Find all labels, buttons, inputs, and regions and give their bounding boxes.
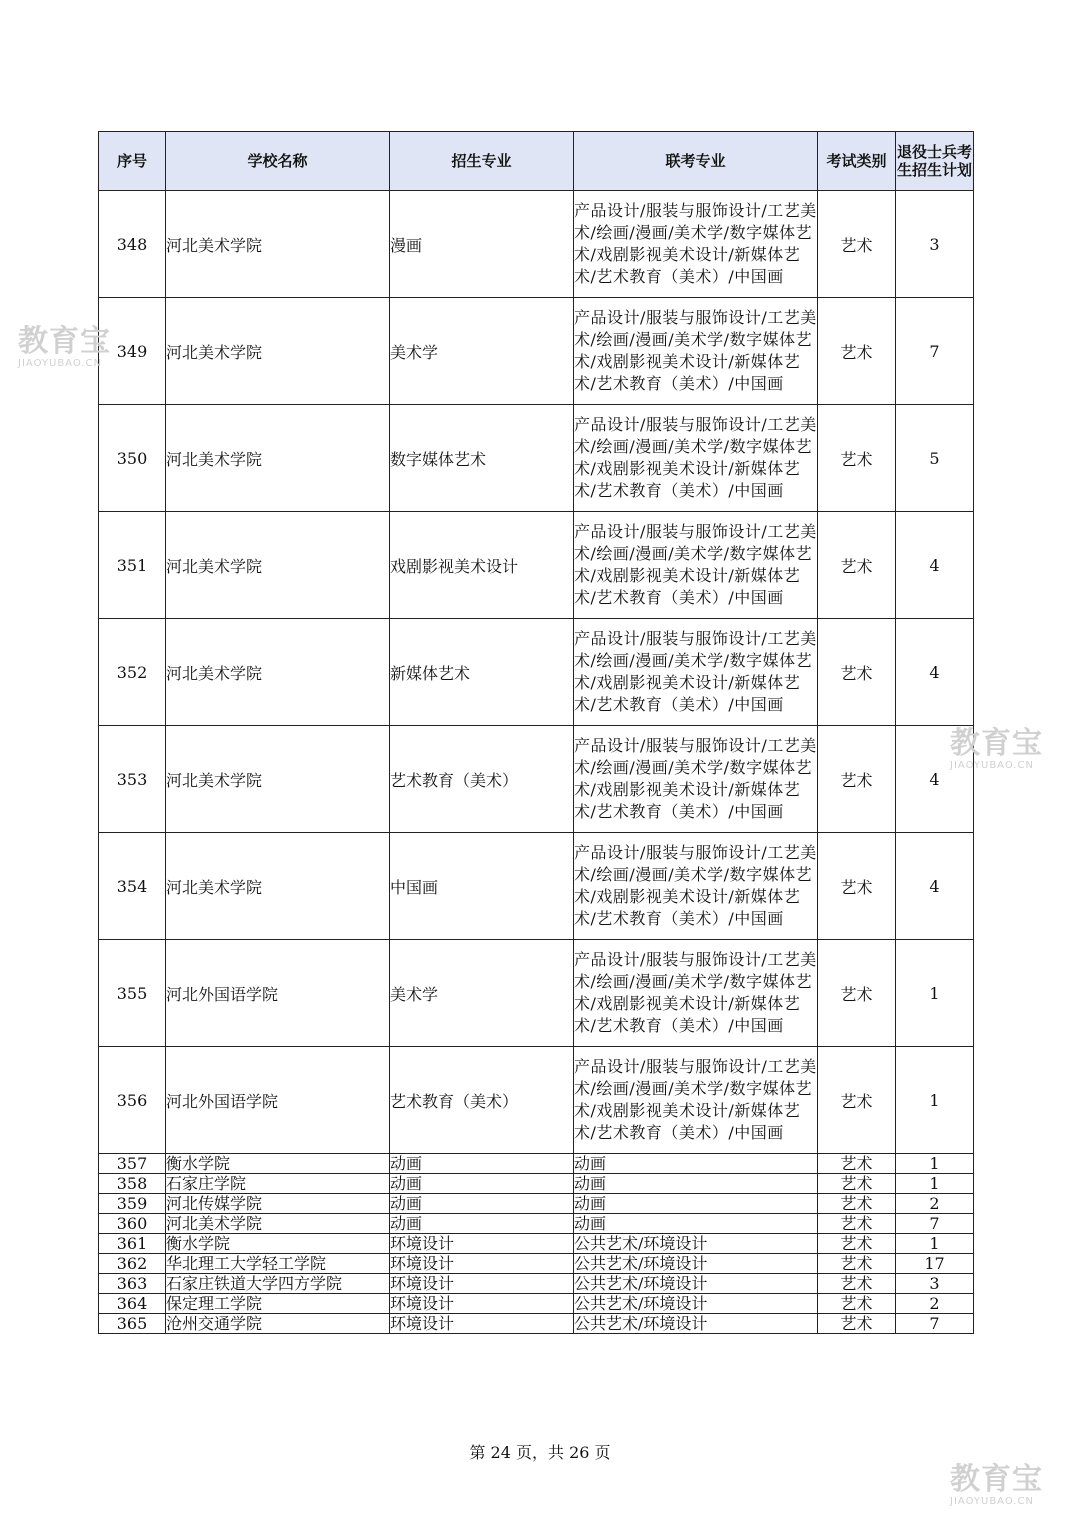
cell-joint-major: 产品设计/服装与服饰设计/工艺美术/绘画/漫画/美术学/数字媒体艺术/戏剧影视美术设计/新媒体艺术/艺术教育（美术）/中国画 [574, 1047, 818, 1154]
cell-plan: 1 [896, 940, 974, 1047]
cell-joint-major: 产品设计/服装与服饰设计/工艺美术/绘画/漫画/美术学/数字媒体艺术/戏剧影视美术设计/新媒体艺术/艺术教育（美术）/中国画 [574, 726, 818, 833]
cell-major: 美术学 [390, 940, 574, 1047]
cell-plan: 4 [896, 512, 974, 619]
header-seq: 序号 [99, 132, 166, 191]
watermark-main: 教育宝 [950, 1462, 1043, 1497]
table-row [99, 1314, 974, 1334]
cell-school: 河北美术学院 [166, 619, 390, 726]
watermark-logo [950, 728, 1043, 771]
cell-category: 艺术 [818, 1294, 896, 1314]
cell-major: 环境设计 [390, 1254, 574, 1274]
cell-major: 动画 [390, 1154, 574, 1174]
watermark-sub: JIAOYUBAO.CN [950, 1496, 1034, 1507]
cell-joint-major: 产品设计/服装与服饰设计/工艺美术/绘画/漫画/美术学/数字媒体艺术/戏剧影视美术设计/新媒体艺术/艺术教育（美术）/中国画 [574, 940, 818, 1047]
cell-joint-major: 公共艺术/环境设计 [574, 1294, 818, 1314]
cell-plan: 7 [896, 1214, 974, 1234]
table-row [99, 1214, 974, 1234]
table-row [99, 1254, 974, 1274]
cell-joint-major: 产品设计/服装与服饰设计/工艺美术/绘画/漫画/美术学/数字媒体艺术/戏剧影视美术设计/新媒体艺术/艺术教育（美术）/中国画 [574, 512, 818, 619]
cell-category: 艺术 [818, 1214, 896, 1234]
cell-major: 动画 [390, 1174, 574, 1194]
cell-joint-major: 动画 [574, 1194, 818, 1214]
cell-joint-major: 公共艺术/环境设计 [574, 1254, 818, 1274]
cell-seq: 357 [99, 1154, 166, 1174]
table-row [99, 940, 974, 1047]
cell-plan: 4 [896, 619, 974, 726]
cell-seq: 348 [99, 191, 166, 298]
cell-category: 艺术 [818, 298, 896, 405]
table-row [99, 191, 974, 298]
cell-major: 艺术教育（美术） [390, 1047, 574, 1154]
cell-major: 艺术教育（美术） [390, 726, 574, 833]
cell-plan: 7 [896, 298, 974, 405]
watermark-main: 教育宝 [18, 324, 111, 359]
table-row [99, 833, 974, 940]
cell-plan: 2 [896, 1194, 974, 1214]
cell-category: 艺术 [818, 619, 896, 726]
cell-major: 环境设计 [390, 1294, 574, 1314]
cell-plan: 1 [896, 1154, 974, 1174]
cell-seq: 353 [99, 726, 166, 833]
cell-major: 环境设计 [390, 1234, 574, 1254]
header-major: 招生专业 [390, 132, 574, 191]
table-row [99, 405, 974, 512]
cell-category: 艺术 [818, 1234, 896, 1254]
cell-school: 沧州交通学院 [166, 1314, 390, 1334]
cell-plan: 7 [896, 1314, 974, 1334]
table-body [99, 191, 974, 1334]
table-row [99, 1274, 974, 1294]
cell-category: 艺术 [818, 833, 896, 940]
cell-school: 河北美术学院 [166, 405, 390, 512]
cell-school: 河北美术学院 [166, 191, 390, 298]
cell-plan: 1 [896, 1047, 974, 1154]
table-header-row [99, 132, 974, 191]
cell-joint-major: 动画 [574, 1174, 818, 1194]
cell-joint-major: 动画 [574, 1154, 818, 1174]
cell-seq: 350 [99, 405, 166, 512]
cell-plan: 1 [896, 1234, 974, 1254]
cell-category: 艺术 [818, 1047, 896, 1154]
cell-school: 河北美术学院 [166, 298, 390, 405]
page-footer: 第 24 页，共 26 页 [469, 1443, 611, 1462]
cell-school: 河北美术学院 [166, 1214, 390, 1234]
watermark-sub: JIAOYUBAO.CN [950, 760, 1034, 771]
table-row [99, 726, 974, 833]
cell-joint-major: 产品设计/服装与服饰设计/工艺美术/绘画/漫画/美术学/数字媒体艺术/戏剧影视美术设计/新媒体艺术/艺术教育（美术）/中国画 [574, 298, 818, 405]
cell-seq: 356 [99, 1047, 166, 1154]
cell-seq: 354 [99, 833, 166, 940]
cell-joint-major: 公共艺术/环境设计 [574, 1314, 818, 1334]
cell-seq: 361 [99, 1234, 166, 1254]
cell-joint-major: 产品设计/服装与服饰设计/工艺美术/绘画/漫画/美术学/数字媒体艺术/戏剧影视美术设计/新媒体艺术/艺术教育（美术）/中国画 [574, 405, 818, 512]
cell-major: 漫画 [390, 191, 574, 298]
cell-seq: 349 [99, 298, 166, 405]
cell-major: 环境设计 [390, 1274, 574, 1294]
cell-plan: 2 [896, 1294, 974, 1314]
header-category: 考试类别 [818, 132, 896, 191]
cell-seq: 360 [99, 1214, 166, 1234]
header-veteran-plan: 退役士兵考生招生计划 [896, 132, 974, 191]
cell-plan: 3 [896, 191, 974, 298]
cell-plan: 17 [896, 1254, 974, 1274]
cell-plan: 4 [896, 726, 974, 833]
cell-major: 环境设计 [390, 1314, 574, 1334]
cell-seq: 351 [99, 512, 166, 619]
table-row [99, 1234, 974, 1254]
cell-category: 艺术 [818, 1194, 896, 1214]
cell-joint-major: 动画 [574, 1214, 818, 1234]
cell-school: 石家庄铁道大学四方学院 [166, 1274, 390, 1294]
cell-school: 河北美术学院 [166, 726, 390, 833]
cell-school: 河北美术学院 [166, 833, 390, 940]
table-row [99, 1294, 974, 1314]
cell-category: 艺术 [818, 512, 896, 619]
cell-school: 衡水学院 [166, 1234, 390, 1254]
table-row [99, 298, 974, 405]
cell-plan: 4 [896, 833, 974, 940]
cell-category: 艺术 [818, 1314, 896, 1334]
cell-plan: 5 [896, 405, 974, 512]
cell-major: 数字媒体艺术 [390, 405, 574, 512]
table-row [99, 1174, 974, 1194]
cell-major: 戏剧影视美术设计 [390, 512, 574, 619]
table-row [99, 1194, 974, 1214]
admission-table [98, 131, 974, 1334]
cell-seq: 355 [99, 940, 166, 1047]
cell-category: 艺术 [818, 726, 896, 833]
header-joint-major: 联考专业 [574, 132, 818, 191]
cell-major: 新媒体艺术 [390, 619, 574, 726]
watermark-logo [950, 1464, 1043, 1507]
cell-seq: 365 [99, 1314, 166, 1334]
cell-joint-major: 公共艺术/环境设计 [574, 1234, 818, 1254]
cell-seq: 358 [99, 1174, 166, 1194]
cell-category: 艺术 [818, 1174, 896, 1194]
cell-school: 保定理工学院 [166, 1294, 390, 1314]
cell-major: 美术学 [390, 298, 574, 405]
cell-plan: 3 [896, 1274, 974, 1294]
cell-school: 石家庄学院 [166, 1174, 390, 1194]
cell-seq: 362 [99, 1254, 166, 1274]
cell-joint-major: 产品设计/服装与服饰设计/工艺美术/绘画/漫画/美术学/数字媒体艺术/戏剧影视美术设计/新媒体艺术/艺术教育（美术）/中国画 [574, 191, 818, 298]
cell-seq: 352 [99, 619, 166, 726]
cell-school: 河北外国语学院 [166, 1047, 390, 1154]
cell-joint-major: 产品设计/服装与服饰设计/工艺美术/绘画/漫画/美术学/数字媒体艺术/戏剧影视美术设计/新媒体艺术/艺术教育（美术）/中国画 [574, 619, 818, 726]
cell-school: 河北传媒学院 [166, 1194, 390, 1214]
cell-category: 艺术 [818, 405, 896, 512]
cell-school: 河北美术学院 [166, 512, 390, 619]
cell-category: 艺术 [818, 1154, 896, 1174]
cell-category: 艺术 [818, 1274, 896, 1294]
cell-seq: 359 [99, 1194, 166, 1214]
table-row [99, 1154, 974, 1174]
cell-joint-major: 公共艺术/环境设计 [574, 1274, 818, 1294]
table-row [99, 512, 974, 619]
watermark-main: 教育宝 [950, 726, 1043, 761]
cell-joint-major: 产品设计/服装与服饰设计/工艺美术/绘画/漫画/美术学/数字媒体艺术/戏剧影视美术设计/新媒体艺术/艺术教育（美术）/中国画 [574, 833, 818, 940]
watermark-logo [18, 326, 111, 369]
cell-school: 华北理工大学轻工学院 [166, 1254, 390, 1274]
cell-seq: 364 [99, 1294, 166, 1314]
cell-category: 艺术 [818, 940, 896, 1047]
table-row [99, 1047, 974, 1154]
watermark-sub: JIAOYUBAO.CN [18, 358, 102, 369]
cell-plan: 1 [896, 1174, 974, 1194]
cell-seq: 363 [99, 1274, 166, 1294]
cell-major: 中国画 [390, 833, 574, 940]
cell-school: 河北外国语学院 [166, 940, 390, 1047]
table-row [99, 619, 974, 726]
cell-category: 艺术 [818, 1254, 896, 1274]
header-school: 学校名称 [166, 132, 390, 191]
cell-major: 动画 [390, 1214, 574, 1234]
cell-category: 艺术 [818, 191, 896, 298]
cell-major: 动画 [390, 1194, 574, 1214]
cell-school: 衡水学院 [166, 1154, 390, 1174]
